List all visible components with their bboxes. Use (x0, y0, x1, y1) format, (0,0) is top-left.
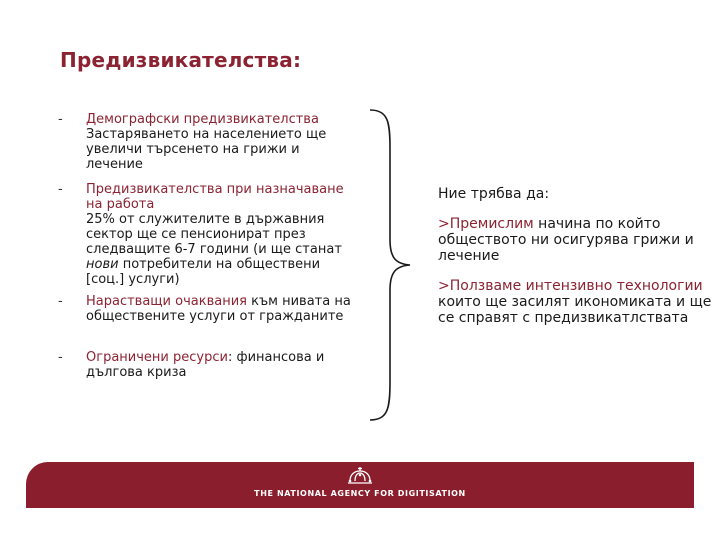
bullet-heading: Ограничени ресурси (86, 350, 228, 365)
bullet-text: 25% от служителите в държавния сектор ще се пенсионират през следващите 6-7 години (и ще станат нови потребители на обществени [соц.] услуги) (86, 212, 342, 287)
bullet-text: Застаряването на населението ще увеличи търсенето на грижи и лечение (86, 127, 327, 172)
right-brace-icon (366, 108, 416, 422)
bullet-dash: - (58, 350, 63, 365)
bullet-text: към нивата на обществените услуги от гражданите (86, 294, 351, 324)
bullet-dash: - (58, 294, 63, 309)
list-item-resources (58, 350, 358, 380)
slide-title: Предизвикателства: (60, 48, 302, 72)
bullet-dash: - (58, 112, 63, 127)
agency-name: THE NATIONAL AGENCY FOR DIGITISATION (254, 489, 466, 498)
bullet-text: : финансова и дългова криза (86, 350, 325, 380)
conclusion-point-rethink: >Премислим начина по който обществото ни осигурява грижи и лечение (438, 216, 694, 264)
bullet-heading: Предизвикателства при назначаване на работа (86, 182, 344, 212)
list-item-expectations (58, 294, 358, 324)
italic-word: нови (86, 257, 119, 272)
bullet-heading: Нарастващи очаквания (86, 294, 247, 309)
list-item-recruitment (58, 182, 358, 287)
conclusion-heading: Ние трябва да: (438, 186, 550, 202)
footer-banner (26, 462, 694, 508)
list-item-demographic (58, 112, 358, 172)
crown-icon (344, 465, 376, 487)
bullet-dash: - (58, 182, 63, 197)
conclusion-point-technology: >Ползваме интензивно технологии които ще засилят икономиката и ще се справят с предизвикатлствата (438, 278, 712, 326)
conclusion-panel (438, 186, 718, 340)
bullet-heading: Демографски предизвикателства (86, 112, 319, 127)
